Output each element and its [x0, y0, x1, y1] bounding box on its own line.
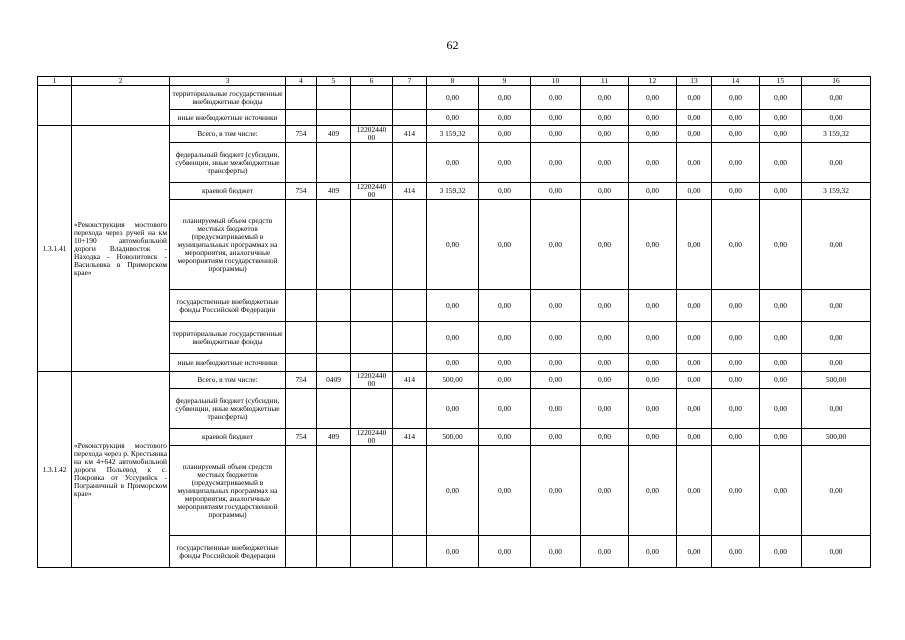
amount-cell: 0,00	[427, 290, 479, 322]
amount-cell: 0,00	[677, 110, 712, 126]
expense-type-cell	[393, 200, 427, 290]
ministry-code-cell	[286, 446, 317, 536]
funding-source-cell: Всего, в том числе:	[170, 126, 286, 143]
ministry-code-cell: 754	[286, 183, 317, 200]
amount-cell: 0,00	[427, 446, 479, 536]
budget-table	[37, 76, 871, 568]
amount-cell: 0,00	[581, 183, 629, 200]
amount-cell: 0,00	[479, 183, 531, 200]
amount-cell: 0,00	[479, 389, 531, 429]
expense-type-cell: 414	[393, 183, 427, 200]
amount-cell: 0,00	[531, 126, 581, 143]
project-name-cell: «Реконструкция мостового перехода через р. Крестьянка на км 4+642 автомобильной дороги Польевод к с. Покровка от Уссурийск - Пограничный в Приморском крае»	[72, 372, 170, 568]
amount-cell: 0,00	[760, 446, 802, 536]
target-item-cell	[351, 389, 393, 429]
amount-cell: 0,00	[531, 372, 581, 389]
column-header: 7	[393, 77, 427, 86]
amount-cell: 0,00	[760, 183, 802, 200]
expense-type-cell	[393, 290, 427, 322]
section-code-cell	[317, 110, 351, 126]
amount-cell: 500,00	[427, 429, 479, 446]
amount-cell: 0,00	[712, 143, 760, 183]
amount-cell: 0,00	[629, 86, 677, 110]
target-item-cell	[351, 143, 393, 183]
amount-cell: 0,00	[760, 143, 802, 183]
amount-cell: 0,00	[581, 290, 629, 322]
amount-cell: 0,00	[802, 322, 871, 354]
section-code-cell	[317, 446, 351, 536]
amount-cell: 0,00	[479, 322, 531, 354]
expense-type-cell	[393, 446, 427, 536]
section-code-cell	[317, 143, 351, 183]
amount-cell: 0,00	[581, 126, 629, 143]
amount-cell: 3 159,32	[802, 126, 871, 143]
amount-cell: 0,00	[581, 110, 629, 126]
section-code-cell: 409	[317, 126, 351, 143]
funding-source-cell: краевой бюджет	[170, 429, 286, 446]
column-header: 12	[629, 77, 677, 86]
amount-cell: 0,00	[712, 322, 760, 354]
amount-cell: 0,00	[479, 110, 531, 126]
ministry-code-cell	[286, 86, 317, 110]
amount-cell: 0,00	[760, 290, 802, 322]
expense-type-cell: 414	[393, 429, 427, 446]
target-item-cell	[351, 536, 393, 568]
row-code-cell: 1.3.1.41	[38, 126, 72, 372]
target-item-cell	[351, 446, 393, 536]
amount-cell: 0,00	[677, 143, 712, 183]
section-code-cell	[317, 86, 351, 110]
funding-source-cell: иные внебюджетные источники	[170, 110, 286, 126]
funding-source-cell: планируемый объем средств местных бюджетов (предусматриваемый в муниципальных программах на мероприятия, аналогичные мероприятиям государственной программы)	[170, 200, 286, 290]
expense-type-cell	[393, 536, 427, 568]
amount-cell: 0,00	[677, 126, 712, 143]
ministry-code-cell: 754	[286, 126, 317, 143]
amount-cell: 0,00	[760, 536, 802, 568]
amount-cell: 0,00	[629, 126, 677, 143]
column-header: 13	[677, 77, 712, 86]
amount-cell: 0,00	[760, 354, 802, 372]
amount-cell: 0,00	[629, 446, 677, 536]
amount-cell: 0,00	[629, 389, 677, 429]
expense-type-cell	[393, 143, 427, 183]
amount-cell: 0,00	[629, 183, 677, 200]
funding-source-cell: государственные внебюджетные фонды Российской Федерации	[170, 536, 286, 568]
amount-cell: 0,00	[712, 126, 760, 143]
target-item-cell: 12202440 00	[351, 126, 393, 143]
amount-cell: 0,00	[581, 200, 629, 290]
amount-cell: 0,00	[531, 322, 581, 354]
funding-source-cell: федеральный бюджет (субсидии, субвенции, иные межбюджетные трансферты)	[170, 143, 286, 183]
amount-cell: 0,00	[531, 86, 581, 110]
funding-source-cell: государственные внебюджетные фонды Российской Федерации	[170, 290, 286, 322]
expense-type-cell	[393, 354, 427, 372]
amount-cell: 0,00	[581, 354, 629, 372]
column-header: 14	[712, 77, 760, 86]
funding-source-cell: иные внебюджетные источники	[170, 354, 286, 372]
table-row	[38, 126, 871, 143]
target-item-cell	[351, 86, 393, 110]
column-header: 8	[427, 77, 479, 86]
amount-cell: 0,00	[712, 389, 760, 429]
section-code-cell	[317, 389, 351, 429]
amount-cell: 0,00	[479, 354, 531, 372]
amount-cell: 0,00	[629, 372, 677, 389]
amount-cell: 0,00	[629, 200, 677, 290]
amount-cell: 0,00	[760, 86, 802, 110]
amount-cell: 3 159,32	[427, 126, 479, 143]
amount-cell: 0,00	[677, 290, 712, 322]
target-item-cell: 12202440 00	[351, 429, 393, 446]
page-number: 62	[446, 38, 459, 52]
amount-cell: 0,00	[427, 86, 479, 110]
expense-type-cell	[393, 110, 427, 126]
column-header: 16	[802, 77, 871, 86]
section-code-cell	[317, 200, 351, 290]
amount-cell: 0,00	[479, 372, 531, 389]
section-code-cell	[317, 354, 351, 372]
amount-cell: 0,00	[712, 110, 760, 126]
amount-cell: 0,00	[677, 446, 712, 536]
amount-cell: 0,00	[802, 86, 871, 110]
funding-source-cell: федеральный бюджет (субсидии, субвенции, иные межбюджетные трансферты)	[170, 389, 286, 429]
column-header: 5	[317, 77, 351, 86]
funding-source-cell: краевой бюджет	[170, 183, 286, 200]
column-header: 1	[38, 77, 72, 86]
ministry-code-cell	[286, 322, 317, 354]
amount-cell: 0,00	[479, 446, 531, 536]
amount-cell: 0,00	[581, 322, 629, 354]
amount-cell: 0,00	[581, 536, 629, 568]
amount-cell: 0,00	[760, 126, 802, 143]
ministry-code-cell: 754	[286, 372, 317, 389]
amount-cell: 0,00	[479, 126, 531, 143]
amount-cell: 0,00	[531, 290, 581, 322]
amount-cell: 0,00	[427, 143, 479, 183]
amount-cell: 0,00	[712, 183, 760, 200]
target-item-cell: 12202440 00	[351, 372, 393, 389]
amount-cell: 0,00	[531, 389, 581, 429]
amount-cell: 0,00	[427, 322, 479, 354]
amount-cell: 0,00	[531, 446, 581, 536]
amount-cell: 0,00	[802, 446, 871, 536]
target-item-cell: 12202440 00	[351, 183, 393, 200]
amount-cell: 0,00	[677, 86, 712, 110]
amount-cell: 0,00	[677, 389, 712, 429]
expense-type-cell	[393, 322, 427, 354]
expense-type-cell: 414	[393, 126, 427, 143]
amount-cell: 0,00	[531, 183, 581, 200]
header-row	[38, 77, 871, 86]
amount-cell: 500,00	[802, 372, 871, 389]
column-header: 3	[170, 77, 286, 86]
column-header: 11	[581, 77, 629, 86]
amount-cell: 0,00	[760, 110, 802, 126]
column-header: 4	[286, 77, 317, 86]
amount-cell: 0,00	[712, 290, 760, 322]
amount-cell: 3 159,32	[427, 183, 479, 200]
amount-cell: 0,00	[802, 110, 871, 126]
amount-cell: 0,00	[712, 200, 760, 290]
target-item-cell	[351, 322, 393, 354]
amount-cell: 0,00	[427, 200, 479, 290]
target-item-cell	[351, 200, 393, 290]
project-name-cell	[72, 86, 170, 126]
amount-cell: 0,00	[677, 429, 712, 446]
ministry-code-cell	[286, 200, 317, 290]
amount-cell: 0,00	[760, 322, 802, 354]
amount-cell: 0,00	[581, 429, 629, 446]
amount-cell: 0,00	[712, 446, 760, 536]
amount-cell: 0,00	[427, 354, 479, 372]
amount-cell: 0,00	[479, 143, 531, 183]
table-row	[38, 372, 871, 389]
amount-cell: 0,00	[581, 389, 629, 429]
column-header: 15	[760, 77, 802, 86]
amount-cell: 0,00	[427, 536, 479, 568]
row-code-cell: 1.3.1.42	[38, 372, 72, 568]
amount-cell: 0,00	[712, 354, 760, 372]
ministry-code-cell	[286, 143, 317, 183]
amount-cell: 3 159,32	[802, 183, 871, 200]
amount-cell: 0,00	[677, 322, 712, 354]
amount-cell: 0,00	[677, 200, 712, 290]
amount-cell: 0,00	[629, 536, 677, 568]
column-header: 6	[351, 77, 393, 86]
amount-cell: 0,00	[677, 536, 712, 568]
amount-cell: 0,00	[531, 143, 581, 183]
expense-type-cell: 414	[393, 372, 427, 389]
ministry-code-cell	[286, 389, 317, 429]
amount-cell: 0,00	[479, 86, 531, 110]
amount-cell: 0,00	[581, 86, 629, 110]
section-code-cell: 409	[317, 183, 351, 200]
amount-cell: 0,00	[760, 200, 802, 290]
amount-cell: 0,00	[629, 429, 677, 446]
amount-cell: 0,00	[712, 372, 760, 389]
target-item-cell	[351, 354, 393, 372]
expense-type-cell	[393, 389, 427, 429]
section-code-cell	[317, 322, 351, 354]
ministry-code-cell	[286, 110, 317, 126]
amount-cell: 0,00	[629, 354, 677, 372]
amount-cell: 500,00	[802, 429, 871, 446]
target-item-cell	[351, 110, 393, 126]
amount-cell: 0,00	[531, 536, 581, 568]
amount-cell: 0,00	[712, 536, 760, 568]
amount-cell: 0,00	[629, 322, 677, 354]
amount-cell: 0,00	[629, 110, 677, 126]
section-code-cell	[317, 290, 351, 322]
amount-cell: 0,00	[427, 389, 479, 429]
amount-cell: 0,00	[581, 446, 629, 536]
row-code-cell	[38, 86, 72, 126]
amount-cell: 0,00	[479, 200, 531, 290]
amount-cell: 0,00	[760, 429, 802, 446]
amount-cell: 0,00	[760, 389, 802, 429]
amount-cell: 0,00	[712, 86, 760, 110]
amount-cell: 0,00	[677, 183, 712, 200]
amount-cell: 0,00	[802, 389, 871, 429]
amount-cell: 0,00	[479, 536, 531, 568]
amount-cell: 500,00	[427, 372, 479, 389]
amount-cell: 0,00	[581, 143, 629, 183]
amount-cell: 0,00	[531, 354, 581, 372]
section-code-cell: 0409	[317, 372, 351, 389]
ministry-code-cell	[286, 354, 317, 372]
amount-cell: 0,00	[531, 429, 581, 446]
ministry-code-cell: 754	[286, 429, 317, 446]
amount-cell: 0,00	[629, 143, 677, 183]
table-row	[38, 86, 871, 110]
funding-source-cell: Всего, в том числе:	[170, 372, 286, 389]
amount-cell: 0,00	[802, 536, 871, 568]
section-code-cell: 409	[317, 429, 351, 446]
project-name-cell: «Реконструкция мостового перехода через ручей на км 10+190 автомобильной дороги Владивосток - Находка - Новолитовск - Васильевка в Приморском крае»	[72, 126, 170, 372]
ministry-code-cell	[286, 290, 317, 322]
amount-cell: 0,00	[479, 429, 531, 446]
funding-source-cell: территориальные государственные внебюджетные фонды	[170, 86, 286, 110]
amount-cell: 0,00	[427, 110, 479, 126]
column-header: 10	[531, 77, 581, 86]
amount-cell: 0,00	[802, 143, 871, 183]
amount-cell: 0,00	[802, 290, 871, 322]
amount-cell: 0,00	[581, 372, 629, 389]
amount-cell: 0,00	[677, 372, 712, 389]
ministry-code-cell	[286, 536, 317, 568]
column-header: 9	[479, 77, 531, 86]
funding-source-cell: территориальные государственные внебюджетные фонды	[170, 322, 286, 354]
funding-source-cell: планируемый объем средств местных бюджетов (предусматриваемый в муниципальных программах на мероприятия, аналогичные мероприятиям государственной программы)	[170, 446, 286, 536]
amount-cell: 0,00	[802, 200, 871, 290]
amount-cell: 0,00	[629, 290, 677, 322]
amount-cell: 0,00	[760, 372, 802, 389]
target-item-cell	[351, 290, 393, 322]
section-code-cell	[317, 536, 351, 568]
amount-cell: 0,00	[531, 200, 581, 290]
expense-type-cell	[393, 86, 427, 110]
column-header: 2	[72, 77, 170, 86]
amount-cell: 0,00	[677, 354, 712, 372]
amount-cell: 0,00	[802, 354, 871, 372]
amount-cell: 0,00	[479, 290, 531, 322]
amount-cell: 0,00	[712, 429, 760, 446]
amount-cell: 0,00	[531, 110, 581, 126]
